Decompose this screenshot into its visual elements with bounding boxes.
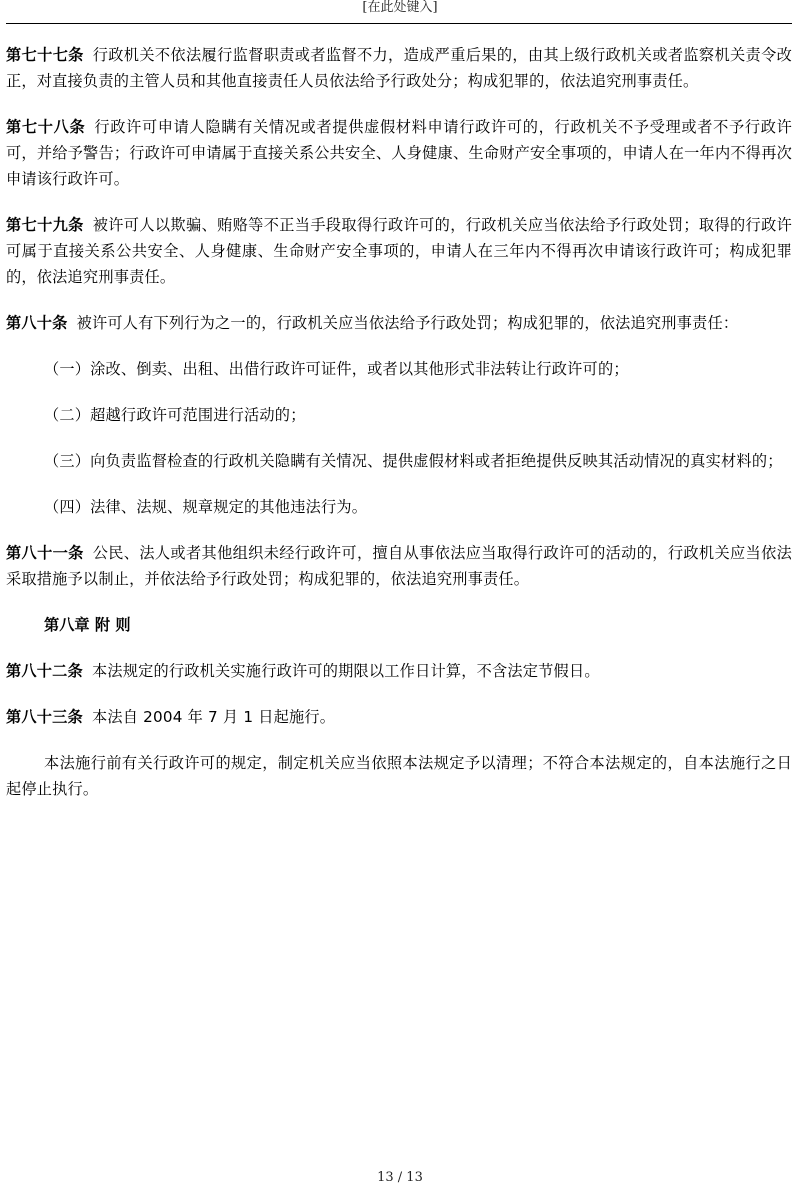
article-80-item-1: （一）涂改、倒卖、出租、出借行政许可证件，或者以其他形式非法转让行政许可的； — [44, 360, 629, 378]
article-number: 第八十三条 — [6, 708, 83, 726]
chapter-heading: 第八章 附 则 — [44, 616, 131, 634]
page-number: 13 / 13 — [377, 1170, 423, 1185]
article-82 — [6, 658, 792, 684]
article-text: 本法自 2004 年 7 月 1 日起施行。 — [91, 708, 336, 726]
document-body — [6, 42, 792, 822]
article-text: 行政机关不依法履行监督职责或者监督不力，造成严重后果的，由其上级行政机关或者监察机关责令改正，对直接负责的主管人员和其他直接责任人员依法给予行政处分；构成犯罪的，依法追究刑事责任。 — [6, 46, 793, 90]
header-divider — [6, 23, 792, 24]
article-number: 第七十八条 — [6, 118, 86, 136]
article-number: 第七十七条 — [6, 46, 84, 64]
article-number: 第八十条 — [6, 314, 68, 332]
article-text: 本法规定的行政机关实施行政许可的期限以工作日计算，不含法定节假日。 — [91, 662, 600, 680]
article-77 — [6, 42, 792, 94]
article-81 — [6, 540, 792, 592]
article-79 — [6, 212, 792, 290]
article-80-item-2: （二）超越行政许可范围进行活动的； — [44, 406, 306, 424]
article-text: 公民、法人或者其他组织未经行政许可，擅自从事依法应当取得行政许可的活动的，行政机关应当依法采取措施予以制止，并依法给予行政处罚；构成犯罪的，依法追究刑事责任。 — [6, 544, 793, 588]
article-83 — [6, 704, 792, 730]
article-text: 行政许可申请人隐瞒有关情况或者提供虚假材料申请行政许可的，行政机关不予受理或者不予行政许可，并给予警告；行政许可申请属于直接关系公共安全、人身健康、生命财产安全事项的，申请人在一年内不得再次申请该行政许可。 — [6, 118, 792, 188]
article-number: 第八十一条 — [6, 544, 84, 562]
article-text: 被许可人有下列行为之一的，行政机关应当依法给予行政处罚；构成犯罪的，依法追究刑事责任： — [76, 314, 739, 332]
article-text: 被许可人以欺骗、贿赂等不正当手段取得行政许可的，行政机关应当依法给予行政处罚；取得的行政许可属于直接关系公共安全、人身健康、生命财产安全事项的，申请人在三年内不得再次申请该行政许可；构成犯罪的，依法追究刑事责任。 — [6, 216, 793, 286]
article-78 — [6, 114, 792, 192]
article-80-item-4: （四）法律、法规、规章规定的其他违法行为。 — [44, 498, 368, 516]
page-header: [在此处键入] — [362, 0, 438, 15]
article-number: 第八十二条 — [6, 662, 83, 680]
article-83-clause: 本法施行前有关行政许可的规定，制定机关应当依照本法规定予以清理；不符合本法规定的，自本法施行之日起停止执行。 — [6, 754, 792, 798]
article-80-item-3: （三）向负责监督检查的行政机关隐瞒有关情况、提供虚假材料或者拒绝提供反映其活动情况的真实材料的； — [44, 452, 783, 470]
article-number: 第七十九条 — [6, 216, 84, 234]
article-80 — [6, 310, 792, 336]
